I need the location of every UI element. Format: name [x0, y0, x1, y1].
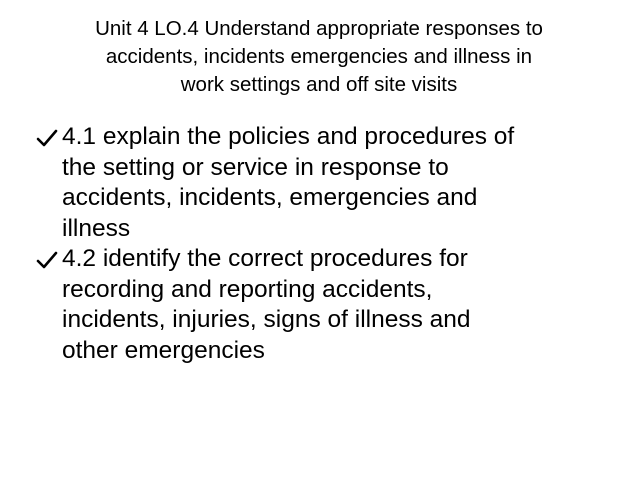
bullet-item [36, 122, 626, 244]
title-line: Unit 4 LO.4 Understand appropriate responses to [95, 17, 543, 40]
bullet-text-line: the setting or service in response to [62, 153, 449, 181]
bullet-text-line: other emergencies [62, 336, 265, 364]
bullet-text-line: accidents, incidents, emergencies and [62, 184, 478, 211]
checkmark-icon [36, 250, 58, 270]
bullet-text-line: recording and reporting accidents, [62, 275, 433, 303]
bullet-text-line: incidents, injuries, signs of illness and [62, 306, 471, 333]
bullet-text-line: 4.2 identify the correct procedures for [62, 245, 468, 272]
checkmark-icon [36, 128, 58, 148]
bullet-item [36, 244, 626, 366]
bullet-text-line: illness [62, 214, 131, 242]
title-line: work settings and off site visits [180, 73, 458, 96]
bullet-text-line: 4.1 explain the policies and procedures of [62, 123, 515, 150]
slide-title [30, 15, 608, 99]
bullet-list [36, 122, 626, 366]
title-line: accidents, incidents emergencies and illness in [105, 45, 533, 68]
